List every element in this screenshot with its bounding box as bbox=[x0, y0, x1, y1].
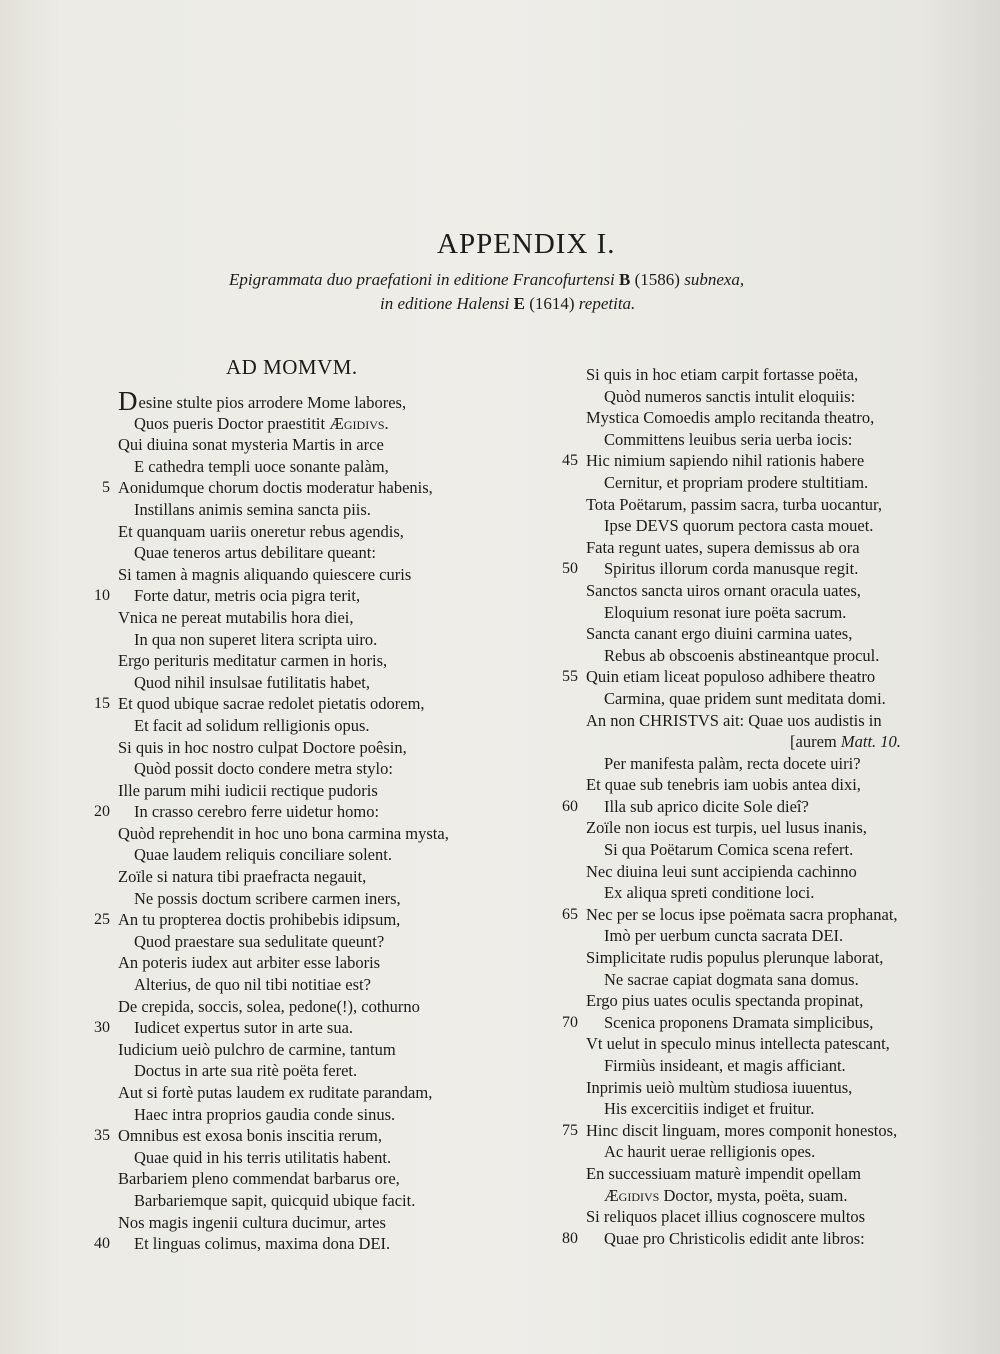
verse-text: Ergo pius uates oculis spectanda propinat, bbox=[586, 991, 864, 1011]
verse-text bbox=[604, 1185, 847, 1207]
verse-text: Et quod ubique sacrae redolet pietatis odorem, bbox=[118, 694, 425, 714]
verse-line bbox=[80, 715, 550, 737]
author-name: Ægidivs bbox=[604, 1185, 660, 1205]
verse-line bbox=[80, 952, 550, 974]
verse-line bbox=[80, 434, 550, 456]
verse-text: An poteris iudex aut arbiter esse laboris bbox=[118, 953, 381, 973]
verse-line bbox=[80, 1060, 550, 1082]
verse-text-part: Quos pueris Doctor praestitit bbox=[134, 413, 326, 433]
verse-line bbox=[80, 780, 550, 802]
verse-line bbox=[80, 477, 550, 499]
line-number: 10 bbox=[94, 587, 110, 605]
line-number: 40 bbox=[94, 1235, 110, 1253]
verse-text: Barbariem pleno commendat barbarus ore, bbox=[118, 1169, 400, 1189]
verse-text: Zoïle si natura tibi praefracta negauit, bbox=[118, 867, 367, 887]
verse-text: Per manifesta palàm, recta docete uiri? bbox=[604, 753, 861, 773]
verse-text: Carmina, quae pridem sunt meditata domi. bbox=[604, 688, 886, 708]
verse-text: Rebus ab obscoenis abstineantque procul. bbox=[604, 645, 880, 665]
line-number: 50 bbox=[562, 560, 578, 578]
verse-text: An tu propterea doctis prohibebis idipsum, bbox=[118, 910, 401, 930]
verse-line bbox=[545, 1228, 1000, 1250]
poem-title: AD MOMVM. bbox=[226, 355, 358, 379]
verse-line bbox=[80, 564, 550, 586]
verse-text: Quae laudem reliquis conciliare solent. bbox=[134, 845, 392, 865]
verse-continuation: [aurem bbox=[790, 732, 837, 752]
line-number: 30 bbox=[94, 1019, 110, 1037]
verse-text: Aut si fortè putas laudem ex ruditate parandam, bbox=[118, 1083, 433, 1102]
verse-line bbox=[80, 801, 550, 823]
verse-text: Sancta canant ergo diuini carmina uates, bbox=[586, 624, 853, 644]
verse-line bbox=[545, 666, 1000, 688]
verse-line bbox=[545, 386, 1000, 408]
verse-line bbox=[80, 909, 550, 931]
line-number: 5 bbox=[102, 479, 110, 497]
verse-text: Et quae sub tenebris iam uobis antea dixi, bbox=[586, 775, 861, 795]
verse-line bbox=[80, 629, 550, 651]
verse-text: Quòd numeros sanctis intulit eloquiis: bbox=[604, 386, 856, 406]
verse-line bbox=[545, 710, 1000, 732]
verse-line bbox=[545, 450, 1000, 472]
line-number: 55 bbox=[562, 668, 578, 686]
verse-line bbox=[80, 607, 550, 629]
verse-text: Doctus in arte sua ritè poëta feret. bbox=[134, 1061, 358, 1081]
verse-line bbox=[545, 1185, 1000, 1207]
drop-cap: D bbox=[118, 386, 138, 416]
verse-line bbox=[80, 386, 550, 416]
subtitle-line-1 bbox=[229, 270, 744, 290]
verse-line bbox=[545, 472, 1000, 494]
appendix-title: APPENDIX I. bbox=[437, 228, 616, 260]
verse-text: Et quanquam uariis oneretur rebus agendis, bbox=[118, 521, 404, 541]
verse-text: Si quis in hoc nostro culpat Doctore poêsin, bbox=[118, 737, 407, 757]
verse-line bbox=[80, 866, 550, 888]
verse-line bbox=[80, 931, 550, 953]
verse-text: Tota Poëtarum, passim sacra, turba uocantur, bbox=[586, 494, 883, 514]
verse-text: Si tamen à magnis aliquando quiescere curis bbox=[118, 564, 412, 584]
verse-text: Si qua Poëtarum Comica scena refert. bbox=[604, 840, 854, 860]
verse-text bbox=[134, 413, 389, 435]
verse-text: Ne possis doctum scribere carmen iners, bbox=[134, 888, 401, 908]
verse-text: Committens leuibus seria uerba iocis: bbox=[604, 429, 853, 449]
verse-text: Haec intra proprios gaudia conde sinus. bbox=[134, 1104, 396, 1124]
verse-text: Iudicet expertus sutor in arte sua. bbox=[134, 1018, 354, 1038]
verse-line bbox=[545, 1206, 1000, 1228]
verse-line bbox=[545, 602, 1000, 624]
verse-text: Ille parum mihi iudicii rectique pudoris bbox=[118, 780, 378, 800]
verse-text: Iudicium ueiò pulchro de carmine, tantum bbox=[118, 1039, 396, 1059]
verse-text: Hic nimium sapiendo nihil rationis habere bbox=[586, 451, 865, 471]
verse-text: His excercitiis indiget et fruitur. bbox=[604, 1099, 815, 1119]
verse-line bbox=[545, 882, 1000, 904]
line-number: 70 bbox=[562, 1013, 578, 1031]
verse-text: Sanctos sancta uiros ornant oracula uates, bbox=[586, 580, 861, 600]
right-verse-list-c bbox=[545, 1206, 1000, 1249]
verse-text: Forte datur, metris ocia pigra terit, bbox=[134, 586, 361, 606]
verse-line bbox=[80, 888, 550, 910]
verse-line bbox=[80, 1017, 550, 1039]
siglum-e: E bbox=[513, 294, 525, 313]
subtitle-text: in editione Halensi bbox=[380, 294, 510, 313]
line-number: 20 bbox=[94, 803, 110, 821]
verse-text: Vnica ne pereat mutabilis hora diei, bbox=[118, 607, 354, 627]
subtitle-year: (1586) bbox=[634, 270, 680, 289]
verse-text: Imò per uerbum cuncta sacrata DEI. bbox=[604, 926, 844, 946]
verse-text: Fata regunt uates, supera demissus ab ora bbox=[586, 537, 860, 557]
subtitle-text: subnexa, bbox=[684, 270, 745, 289]
verse-line bbox=[80, 737, 550, 759]
verse-text: Inprimis ueiò multùm studiosa iuuentus, bbox=[586, 1077, 853, 1097]
right-column bbox=[545, 364, 1000, 1249]
verse-text: An non CHRISTVS ait: Quae uos audistis in bbox=[586, 710, 882, 730]
line-number: 60 bbox=[562, 797, 578, 815]
left-column bbox=[80, 386, 550, 1255]
verse-line bbox=[545, 580, 1000, 602]
verse-line bbox=[545, 947, 1000, 969]
verse-line bbox=[545, 969, 1000, 991]
verse-text: Quae pro Christicolis edidit ante libros: bbox=[604, 1228, 865, 1248]
verse-text: Ne sacrae capiat dogmata sana domus. bbox=[604, 969, 859, 989]
verse-line bbox=[80, 585, 550, 607]
verse-text bbox=[790, 731, 901, 753]
verse-line bbox=[80, 1168, 550, 1190]
verse-line bbox=[80, 996, 550, 1018]
verse-line bbox=[545, 839, 1000, 861]
verse-line bbox=[545, 1141, 1000, 1163]
verse-line bbox=[80, 1212, 550, 1234]
line-number: 15 bbox=[94, 695, 110, 713]
verse-line bbox=[545, 494, 1000, 516]
verse-text: Cernitur, et propriam prodere stultitiam. bbox=[604, 472, 869, 492]
verse-text: Et facit ad solidum relligionis opus. bbox=[134, 715, 370, 735]
verse-line bbox=[545, 990, 1000, 1012]
verse-line bbox=[545, 515, 1000, 537]
verse-text: In qua non superet litera scripta uiro. bbox=[134, 629, 378, 649]
verse-text: Ergo perituris meditatur carmen in horis, bbox=[118, 651, 388, 671]
verse-text: Instillans animis semina sancta piis. bbox=[134, 499, 371, 519]
subtitle-line-2 bbox=[380, 294, 635, 314]
verse-line bbox=[80, 521, 550, 543]
line-number: 75 bbox=[562, 1121, 578, 1139]
subtitle-year: (1614) bbox=[529, 294, 575, 313]
line-number: 80 bbox=[562, 1229, 578, 1247]
verse-line bbox=[545, 645, 1000, 667]
verse-line bbox=[545, 1055, 1000, 1077]
verse-line bbox=[80, 693, 550, 715]
verse-text: Ac haurit uerae relligionis opes. bbox=[604, 1142, 816, 1162]
verse-line bbox=[80, 499, 550, 521]
verse-line bbox=[80, 823, 550, 845]
verse-line bbox=[545, 1120, 1000, 1142]
verse-line bbox=[545, 688, 1000, 710]
verse-line bbox=[80, 1190, 550, 1212]
right-verse-list-a bbox=[545, 364, 1000, 731]
subtitle-text: Epigrammata duo praefationi in editione Francofurtensi bbox=[229, 270, 615, 289]
verse-line bbox=[80, 650, 550, 672]
verse-line bbox=[80, 1039, 550, 1061]
verse-text: Vt uelut in speculo minus intellecta patescant, bbox=[586, 1034, 890, 1054]
verse-line bbox=[80, 542, 550, 564]
verse-text: Quin etiam liceat populoso adhibere theatro bbox=[586, 667, 876, 687]
subtitle-text: repetita. bbox=[578, 294, 636, 313]
verse-line bbox=[545, 796, 1000, 818]
verse-line bbox=[545, 1077, 1000, 1099]
verse-text: Eloquium resonat iure poëta sacrum. bbox=[604, 602, 847, 622]
verse-text: Zoïle non iocus est turpis, uel lusus inanis, bbox=[586, 818, 867, 838]
verse-text-rest: esine stulte pios arrodere Mome labores, bbox=[138, 393, 407, 412]
verse-text: Si reliquos placet illius cognoscere multos bbox=[586, 1207, 866, 1227]
verse-text: Aonidumque chorum doctis moderatur habenis, bbox=[118, 478, 433, 498]
verse-line bbox=[80, 758, 550, 780]
verse-line bbox=[545, 537, 1000, 559]
verse-line bbox=[545, 904, 1000, 926]
verse-text: Quòd reprehendit in hoc uno bona carmina mysta, bbox=[118, 823, 449, 843]
verse-line bbox=[80, 456, 550, 478]
verse-line bbox=[545, 861, 1000, 883]
verse-line bbox=[80, 974, 550, 996]
verse-text: E cathedra templi uoce sonante palàm, bbox=[134, 456, 389, 476]
verse-line bbox=[545, 817, 1000, 839]
line-number: 25 bbox=[94, 911, 110, 929]
verse-text: En successiuam maturè impendit opellam bbox=[586, 1163, 861, 1183]
verse-line bbox=[80, 844, 550, 866]
verse-text: Qui diuina sonat mysteria Martis in arce bbox=[118, 435, 384, 455]
verse-line bbox=[545, 774, 1000, 796]
verse-line bbox=[545, 1163, 1000, 1185]
verse-line bbox=[80, 1082, 550, 1104]
line-number: 35 bbox=[94, 1127, 110, 1145]
verse-line bbox=[545, 1098, 1000, 1120]
verse-line bbox=[80, 1125, 550, 1147]
verse-text: Quae teneros artus debilitare queant: bbox=[134, 543, 376, 563]
line-number: 45 bbox=[562, 452, 578, 470]
verse-text: Barbariemque sapit, quicquid ubique facit. bbox=[134, 1190, 416, 1210]
verse-text: Ipse DEVS quorum pectora casta mouet. bbox=[604, 516, 874, 536]
verse-text: Quòd possit docto condere metra stylo: bbox=[134, 759, 393, 779]
verse-text: Illa sub aprico dicite Sole dieî? bbox=[604, 796, 809, 816]
verse-text: Mystica Comoedis amplo recitanda theatro, bbox=[586, 408, 875, 428]
verse-text: Alterius, de quo nil tibi notitiae est? bbox=[134, 975, 371, 995]
verse-line bbox=[545, 558, 1000, 580]
scripture-reference: Matt. 10. bbox=[840, 732, 901, 752]
verse-text bbox=[118, 386, 407, 416]
verse-line bbox=[545, 731, 1000, 753]
verse-text: Ex aliqua spreti conditione loci. bbox=[604, 883, 815, 903]
verse-line bbox=[545, 623, 1000, 645]
verse-line bbox=[545, 753, 1000, 775]
siglum-b: B bbox=[619, 270, 631, 289]
verse-text: Et linguas colimus, maxima dona DEI. bbox=[134, 1234, 391, 1254]
verse-text: Spiritus illorum corda manusque regit. bbox=[604, 559, 859, 579]
verse-text-part: Doctor, mysta, poëta, suam. bbox=[663, 1185, 848, 1205]
verse-text: Simplicitate rudis populus plerunque laborat, bbox=[586, 948, 884, 968]
verse-line bbox=[80, 1147, 550, 1169]
verse-line bbox=[80, 413, 550, 435]
verse-line bbox=[545, 407, 1000, 429]
verse-line bbox=[80, 1104, 550, 1126]
author-name: Ægidivs. bbox=[329, 413, 389, 433]
verse-line bbox=[80, 1233, 550, 1255]
verse-text: Omnibus est exosa bonis inscitia rerum, bbox=[118, 1126, 382, 1146]
verse-text: In crasso cerebro ferre uidetur homo: bbox=[134, 802, 380, 822]
verse-line bbox=[545, 364, 1000, 386]
verse-text: Quod praestare sua sedulitate queunt? bbox=[134, 931, 385, 951]
verse-text: De crepida, soccis, solea, pedone(!), cothurno bbox=[118, 996, 420, 1016]
verse-line bbox=[545, 1012, 1000, 1034]
right-verse-list-b bbox=[545, 753, 1000, 1185]
verse-line bbox=[545, 429, 1000, 451]
verse-text: Nos magis ingenii cultura ducimur, artes bbox=[118, 1212, 386, 1232]
verse-text: Scenica proponens Dramata simplicibus, bbox=[604, 1012, 874, 1032]
verse-text: Si quis in hoc etiam carpit fortasse poëta, bbox=[586, 365, 859, 384]
verse-text: Hinc discit linguam, mores componit honestos, bbox=[586, 1120, 898, 1140]
verse-text: Firmiùs insideant, et magis afficiant. bbox=[604, 1056, 846, 1075]
verse-line bbox=[545, 1033, 1000, 1055]
left-verse-list bbox=[80, 434, 550, 1255]
verse-line bbox=[80, 672, 550, 694]
verse-text: Quod nihil insulsae futilitatis habet, bbox=[134, 672, 371, 692]
verse-text: Nec diuina leui sunt accipienda cachinno bbox=[586, 861, 857, 881]
verse-text: Quae quid in his terris utilitatis habent. bbox=[134, 1147, 392, 1167]
line-number: 65 bbox=[562, 905, 578, 923]
verse-text: Nec per se locus ipse poëmata sacra prophanat, bbox=[586, 904, 898, 924]
verse-line bbox=[545, 925, 1000, 947]
